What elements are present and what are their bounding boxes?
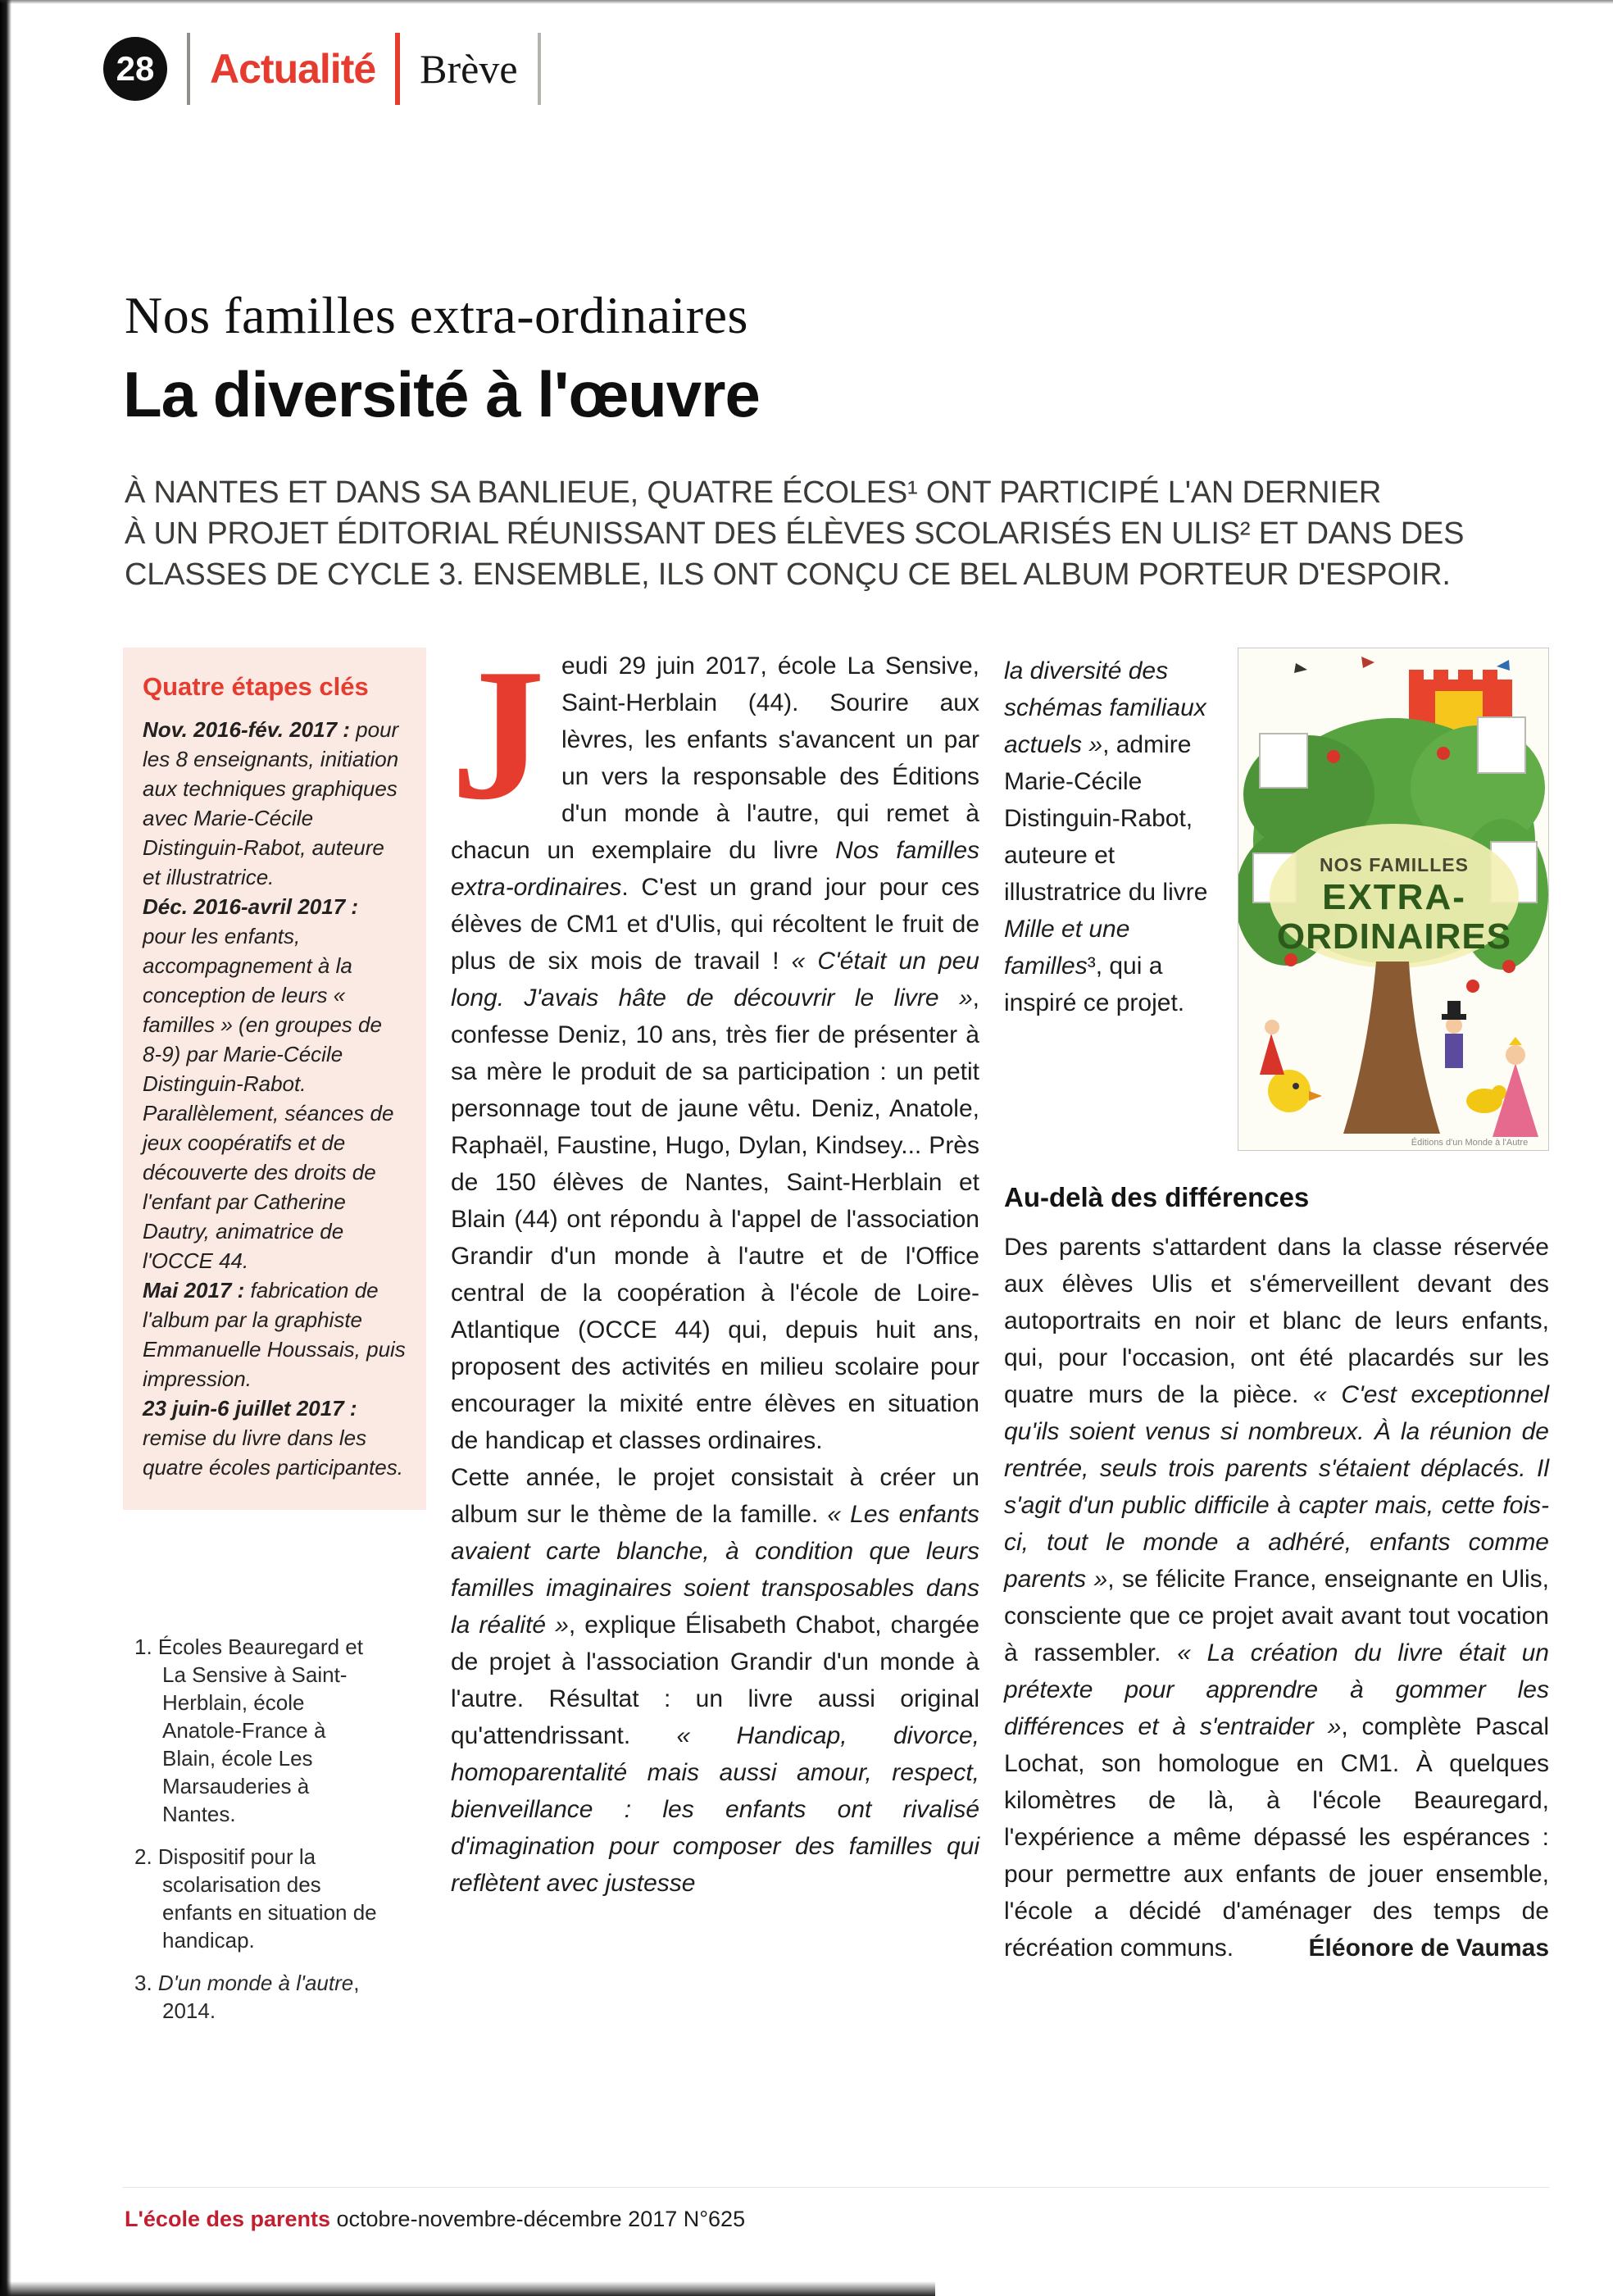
quote-continuation-paragraph: la diversité des schémas familiaux actuels », admire Marie-Cécile Distinguin-Rabot, auteure et illustratrice du livre Mille et une familles³, qui a inspiré ce projet. bbox=[1004, 657, 1208, 1016]
paragraph-text: eudi 29 juin 2017, école La Sensive, Saint-Herblain (44). Sourire aux lèvres, les enfants s'avancent un par un vers la responsable des Éditions d'un monde à l'autre, qui remet à chacun un exemplaire du livre Nos familles extra-ordinaires. C'est un grand jour pour ces élèves de CM1 et d'Ulis, qui récoltent le fruit de plus de six mois de travail ! « C'était un peu long. J'avais hâte de découvrir le livre », confesse Deniz, 10 ans, très fier de présenter à sa mère le produit de sa participation : un petit personnage tout de jaune vêtu. Deniz, Anatole, Raphaël, Faustine, Hugo, Dylan, Kindsey... Près de 150 élèves de Nantes, Saint-Herblain et Blain (44) ont répondu à l'appel de l'association Grandir d'un monde à l'autre et de l'Office central de la coopération à l'école de Loire-Atlantique (OCCE 44) qui, depuis huit ans, proposent des activités en milieu scolaire pour encourager la mixité entre élèves en situation de handicap et classes ordinaires. bbox=[451, 652, 980, 1454]
scan-edge-top bbox=[0, 0, 1613, 4]
magazine-name: L'école des parents bbox=[125, 2207, 331, 2231]
cover-title-small: NOS FAMILLES bbox=[1320, 854, 1469, 875]
book-cover-illustration bbox=[1238, 648, 1549, 1151]
key-step bbox=[143, 1275, 407, 1394]
key-step-date: 23 juin-6 juillet 2017 : bbox=[143, 1396, 357, 1421]
right-top-row bbox=[1004, 648, 1549, 1151]
key-step-text: pour les enfants, accompagnement à la conception de leurs « familles » (en groupes de 8-9) par Marie-Cécile Distinguin-Rabot. Parallèlement, séances de jeux coopératifs et de découverte des droits de l'enfant par Catherine Dautry, animatrice de l'OCCE 44. bbox=[143, 924, 394, 1273]
standfirst-line: À NANTES ET DANS SA BANLIEUE, QUATRE ÉCOLES¹ ONT PARTICIPÉ L'AN DERNIER bbox=[125, 475, 1382, 510]
header-separator bbox=[538, 33, 541, 105]
page-footer bbox=[125, 2207, 745, 2232]
key-step-text: pour les 8 enseignants, initiation aux techniques graphiques avec Marie-Cécile Distinguin-Rabot, auteure et illustratrice. bbox=[143, 717, 399, 889]
section-label: Actualité bbox=[210, 46, 376, 92]
article-title: La diversité à l'œuvre bbox=[123, 358, 760, 430]
footnote: 1. Écoles Beauregard et La Sensive à Saint-Herblain, école Anatole-France à Blain, école Les Marsauderies à Nantes. bbox=[134, 1634, 363, 1826]
footer-rule bbox=[123, 2187, 1549, 2188]
key-step-text: remise du livre dans les quatre écoles participantes. bbox=[143, 1425, 403, 1480]
scan-edge-bottom bbox=[0, 2281, 935, 2296]
article-kicker-title: Nos familles extra-ordinaires bbox=[125, 286, 748, 344]
main-text-column bbox=[451, 630, 980, 2039]
header-separator bbox=[187, 33, 190, 105]
left-column bbox=[123, 648, 426, 2039]
cover-title-extra: EXTRA- bbox=[1322, 877, 1466, 917]
section-heading: Au-delà des différences bbox=[1004, 1182, 1310, 1212]
key-step-date: Mai 2017 : bbox=[143, 1278, 251, 1303]
drop-cap: J bbox=[451, 630, 545, 839]
key-step bbox=[143, 1394, 407, 1482]
footnote: 3. D'un monde à l'autre, 2014. bbox=[134, 1971, 360, 2023]
key-step bbox=[143, 715, 407, 892]
footnotes bbox=[123, 1633, 377, 2025]
page-header bbox=[103, 33, 561, 105]
article-standfirst bbox=[125, 472, 1555, 595]
right-column bbox=[1004, 648, 1549, 2039]
page-number-badge: 28 bbox=[103, 37, 167, 101]
scan-edge-left bbox=[0, 0, 11, 2296]
body-paragraph: Cette année, le projet consistait à créer un album sur le thème de la famille. « Les enfants avaient carte blanche, à condition que leurs familles imaginaires soient transposables dans la réalité », explique Élisabeth Chabot, chargée de projet à l'association Grandir d'un monde à l'autre. Résultat : un livre aussi original qu'attendrissant. « Handicap, divorce, homoparentalité mais aussi amour, respect, bienveillance : les enfants ont rivalisé d'imagination pour composer des familles qui reflètent avec justesse bbox=[451, 1464, 980, 1897]
cover-publisher: Éditions d'un Monde à l'Autre bbox=[1411, 1138, 1529, 1148]
key-step-text: fabrication de l'album par la graphiste Emmanuelle Houssais, puis impression. bbox=[143, 1278, 406, 1391]
standfirst-line: À UN PROJET ÉDITORIAL RÉUNISSANT DES ÉLÈVES SCOLARISÉS EN ULIS² ET DANS DES bbox=[125, 516, 1465, 551]
key-step-date: Déc. 2016-avril 2017 : bbox=[143, 894, 359, 919]
cover-title-ordinaires: ORDINAIRES bbox=[1276, 916, 1512, 957]
author-byline: Éléonore de Vaumas bbox=[1308, 1935, 1549, 1962]
body-paragraph: Des parents s'attardent dans la classe réservée aux élèves Ulis et s'émerveillent devant des autoportraits en noir et blanc de leurs enfants, qui, pour l'occasion, ont été placardés sur les quatre murs de la pièce. « C'est exceptionnel qu'ils soient venus si nombreux. À la réunion de rentrée, seuls trois parents s'étaient déplacés. Il s'agit d'un public difficile à capter mais, cette fois-ci, tout le monde a adhéré, enfants comme parents », se félicite France, enseignante en Ulis, consciente que ce projet avait avant tout vocation à rassembler. « La création du livre était un prétexte pour apprendre à gommer les différences et à s'entraider », complète Pascal Lochat, son homologue en CM1. À quelques kilomètres de là, à l'école Beauregard, l'expérience a même dépassé les espérances : pour permettre aux enfants de jouer ensemble, l'école a décidé d'aménager des temps de récréation communs. bbox=[1004, 1234, 1550, 1962]
article-columns bbox=[123, 630, 1550, 2039]
standfirst-line: CLASSES DE CYCLE 3. ENSEMBLE, ILS ONT CONÇU CE BEL ALBUM PORTEUR D'ESPOIR. bbox=[125, 557, 1451, 592]
key-steps-box bbox=[123, 648, 426, 1510]
body-paragraph bbox=[451, 630, 980, 1459]
issue-info: octobre-novembre-décembre 2017 N°625 bbox=[330, 2207, 746, 2231]
key-step bbox=[143, 892, 407, 1275]
key-step-date: Nov. 2016-fév. 2017 : bbox=[143, 717, 357, 742]
footnote: 2. Dispositif pour la scolarisation des enfants en situation de handicap. bbox=[134, 1844, 377, 1953]
key-steps-title: Quatre étapes clés bbox=[143, 672, 369, 701]
subsection-label: Brève bbox=[420, 46, 518, 92]
header-separator-red bbox=[395, 33, 400, 105]
